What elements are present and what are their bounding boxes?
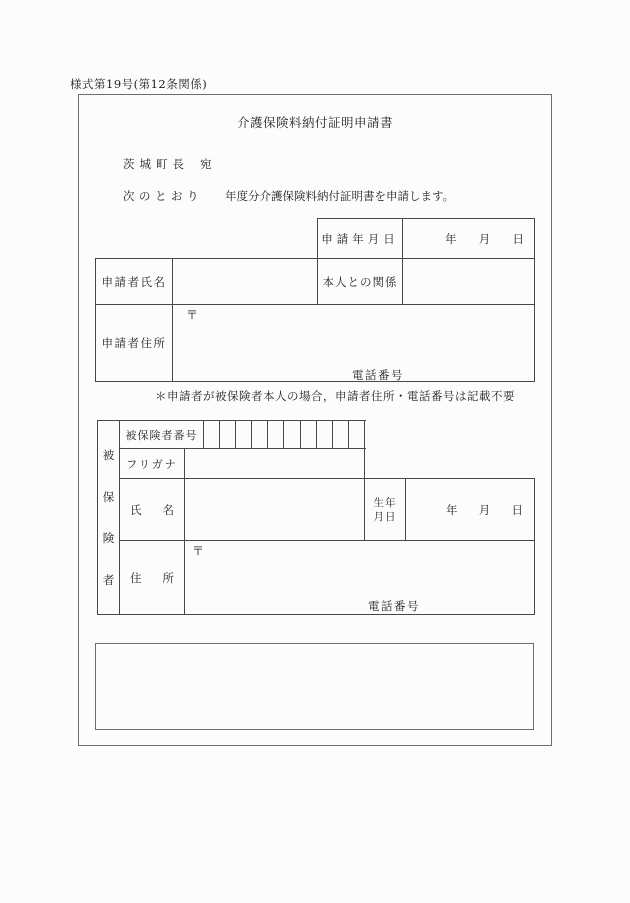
birth-label-line: 月日 xyxy=(373,510,397,523)
vertical-label-char: 保 xyxy=(102,489,115,504)
birth-date-field xyxy=(406,479,534,540)
insured-name-field xyxy=(185,479,364,540)
vertical-label-char: 被 xyxy=(102,447,115,462)
relation-label: 本人との関係 xyxy=(322,274,398,289)
insured-number-cell xyxy=(284,421,300,448)
birth-date-label xyxy=(365,479,405,540)
address-label-char: 住 xyxy=(130,570,142,585)
date-unit-month: 月 xyxy=(478,502,491,517)
grid-line xyxy=(534,218,535,382)
furigana-label: フリガナ xyxy=(126,457,178,471)
intro-line xyxy=(123,188,454,204)
name-label-char: 名 xyxy=(162,502,174,517)
grid-line xyxy=(534,478,535,615)
application-date-label: 申請年月日 xyxy=(321,231,399,246)
insured-number-cell xyxy=(333,421,349,448)
birth-label-line: 生年 xyxy=(373,496,397,509)
grid-line xyxy=(95,381,535,382)
note-line: ＊申請者が被保険者本人の場合，申請者住所・電話番号は記載不要 xyxy=(155,389,515,403)
insured-number-cells xyxy=(204,421,364,448)
insured-address-field xyxy=(185,541,534,614)
name-label-char: 氏 xyxy=(130,502,142,517)
address-label-char: 所 xyxy=(162,570,174,585)
application-date-field xyxy=(403,219,534,258)
insured-number-label: 被保険者番号 xyxy=(125,428,198,442)
insured-name-label xyxy=(120,479,184,540)
postal-mark: 〒 xyxy=(186,308,199,322)
applicant-phone-label: 電話番号 xyxy=(352,368,404,382)
addressee-suffix: 宛 xyxy=(200,157,212,171)
date-unit-year: 年 xyxy=(446,502,458,517)
insured-vertical-label xyxy=(98,421,119,614)
insured-number-cell xyxy=(349,421,364,448)
insured-number-cell xyxy=(252,421,268,448)
remarks-box xyxy=(95,643,534,730)
insured-number-cell xyxy=(317,421,333,448)
insured-phone-label: 電話番号 xyxy=(368,599,420,613)
postal-mark: 〒 xyxy=(192,544,205,558)
addressee-name: 茨城町長 xyxy=(123,157,189,171)
applicant-name-field xyxy=(173,259,317,304)
insured-number-cell xyxy=(220,421,236,448)
insured-address-label xyxy=(120,541,184,614)
form-title: 介護保険料納付証明申請書 xyxy=(236,115,393,130)
intro-prefix: 次のとおり xyxy=(123,189,203,203)
insured-number-cell xyxy=(236,421,252,448)
date-unit-month: 月 xyxy=(478,231,491,246)
date-unit-day: 日 xyxy=(512,231,524,246)
grid-line xyxy=(97,614,535,615)
vertical-label-char: 険 xyxy=(102,531,115,546)
addressee-line xyxy=(123,156,212,172)
insured-number-cell xyxy=(204,421,220,448)
date-unit-year: 年 xyxy=(445,231,457,246)
insured-number-cell xyxy=(268,421,284,448)
furigana-field xyxy=(185,449,364,478)
vertical-label-char: 者 xyxy=(102,573,115,588)
relation-field xyxy=(403,259,534,304)
intro-suffix: 年度分介護保険料納付証明書を申請します。 xyxy=(225,189,455,203)
insured-number-cell xyxy=(301,421,317,448)
applicant-name-label: 申請者氏名 xyxy=(101,274,167,289)
applicant-address-label: 申請者住所 xyxy=(101,336,167,350)
form-number: 様式第19号(第12条関係) xyxy=(70,77,208,91)
date-unit-day: 日 xyxy=(511,502,523,517)
